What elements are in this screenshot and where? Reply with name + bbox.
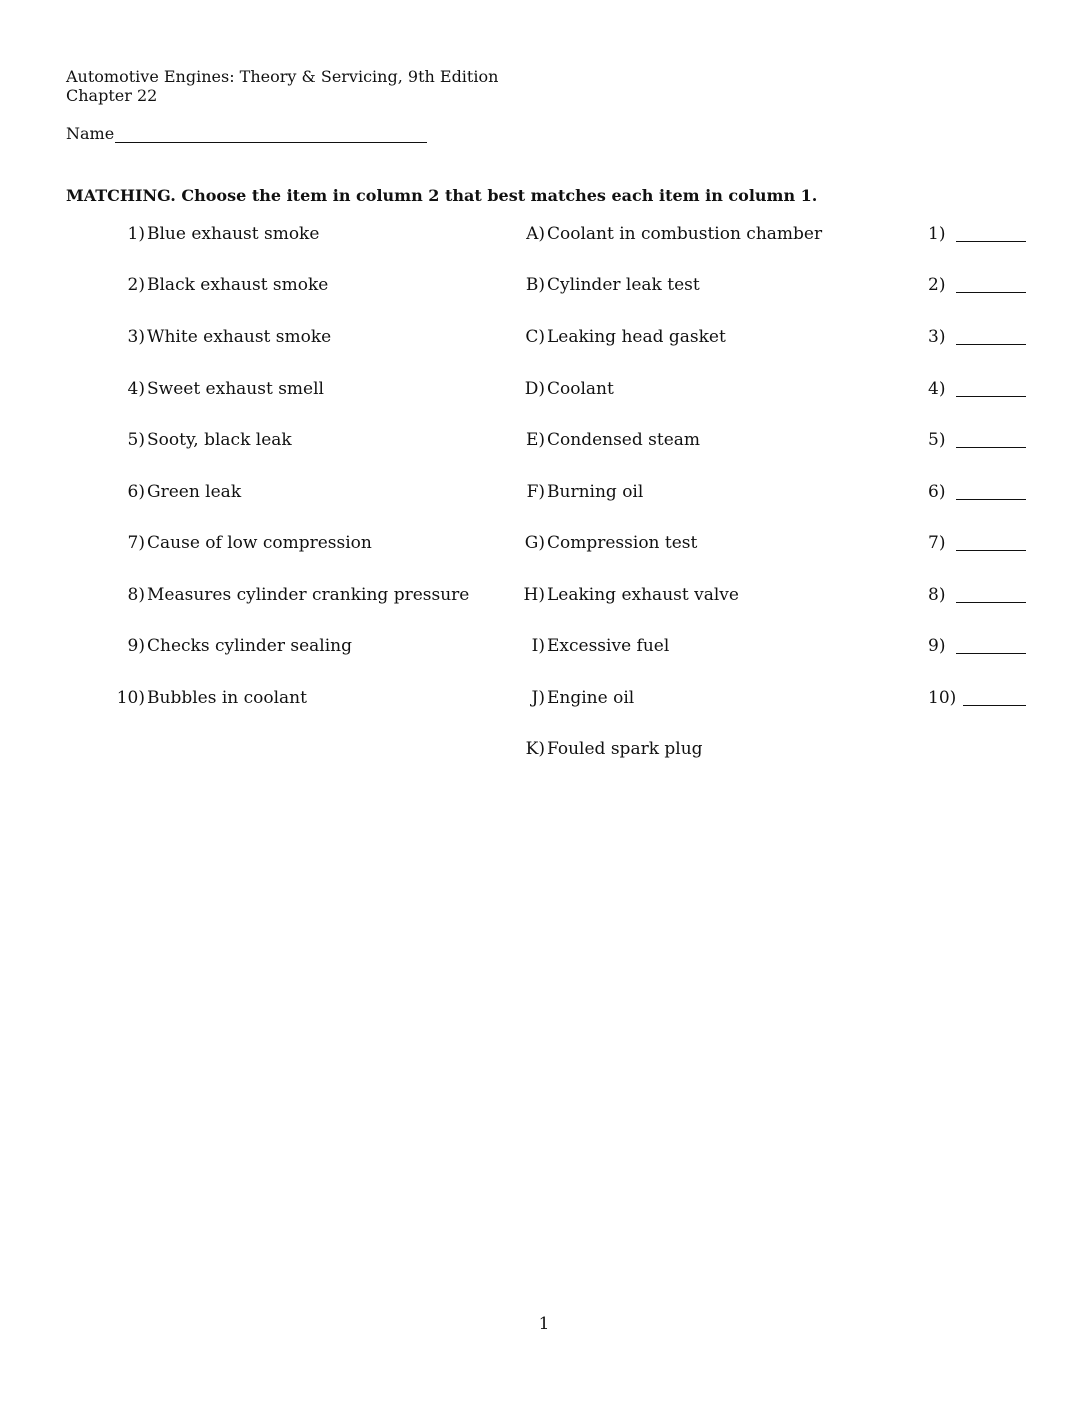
- matching-row: [0, 531, 1088, 555]
- answer-blank[interactable]: [956, 292, 1026, 293]
- column2-item-text: Compression test: [547, 533, 698, 553]
- column2-item-letter: D): [524, 379, 545, 399]
- column1-item-text: Green leak: [147, 482, 242, 502]
- column2-item-letter: K): [525, 739, 545, 759]
- answer-blank[interactable]: [956, 653, 1026, 654]
- column2-item-text: Excessive fuel: [547, 636, 670, 656]
- name-label: Name: [66, 124, 115, 143]
- page-number: 1: [538, 1314, 550, 1334]
- matching-row: [0, 273, 1088, 297]
- book-title: Automotive Engines: Theory & Servicing, 9th Edition: [66, 67, 499, 86]
- answer-label: 7): [928, 533, 946, 553]
- answer-blank[interactable]: [963, 705, 1026, 706]
- answer-blank[interactable]: [956, 344, 1026, 345]
- answer-blank[interactable]: [956, 241, 1026, 242]
- column2-item-letter: H): [523, 585, 545, 605]
- answer-label: 1): [928, 224, 946, 244]
- matching-row: [0, 428, 1088, 452]
- column2-item-text: Coolant: [547, 379, 614, 399]
- column2-item-text: Burning oil: [547, 482, 644, 502]
- answer-label: 5): [928, 430, 946, 450]
- column1-item-text: White exhaust smoke: [147, 327, 332, 347]
- matching-row: [0, 583, 1088, 607]
- column1-item-text: Bubbles in coolant: [147, 688, 307, 708]
- column1-item-number: 4): [127, 379, 145, 399]
- column1-item-number: 6): [127, 482, 145, 502]
- column1-item-number: 8): [127, 585, 145, 605]
- answer-label: 8): [928, 585, 946, 605]
- answer-label: 4): [928, 379, 946, 399]
- matching-row: [0, 737, 1088, 761]
- answer-blank[interactable]: [956, 447, 1026, 448]
- column2-item-text: Leaking exhaust valve: [547, 585, 739, 605]
- name-blank[interactable]: [115, 126, 427, 143]
- column1-item-text: Black exhaust smoke: [147, 275, 329, 295]
- answer-label: 2): [928, 275, 946, 295]
- column1-item-number: 10): [116, 688, 145, 708]
- column1-item-text: Measures cylinder cranking pressure: [147, 585, 470, 605]
- column1-item-text: Sweet exhaust smell: [147, 379, 324, 399]
- matching-row: [0, 480, 1088, 504]
- answer-label: 9): [928, 636, 946, 656]
- column2-item-letter: J): [531, 688, 545, 708]
- column2-item-letter: F): [526, 482, 545, 502]
- column2-item-letter: I): [531, 636, 545, 656]
- matching-row: [0, 634, 1088, 658]
- answer-label: 10): [928, 688, 957, 708]
- column1-item-number: 2): [127, 275, 145, 295]
- column1-item-number: 7): [127, 533, 145, 553]
- matching-row: [0, 325, 1088, 349]
- column1-item-text: Checks cylinder sealing: [147, 636, 353, 656]
- column1-item-text: Sooty, black leak: [147, 430, 292, 450]
- answer-label: 3): [928, 327, 946, 347]
- matching-row: [0, 222, 1088, 246]
- column1-item-number: 9): [127, 636, 145, 656]
- chapter-label: Chapter 22: [66, 86, 158, 105]
- column1-item-text: Cause of low compression: [147, 533, 372, 553]
- column2-item-text: Fouled spark plug: [547, 739, 703, 759]
- column1-item-number: 3): [127, 327, 145, 347]
- column2-item-letter: A): [526, 224, 545, 244]
- column2-item-letter: G): [524, 533, 545, 553]
- matching-row: [0, 377, 1088, 401]
- answer-label: 6): [928, 482, 946, 502]
- column2-item-text: Cylinder leak test: [547, 275, 700, 295]
- column2-item-letter: E): [525, 430, 545, 450]
- answer-blank[interactable]: [956, 499, 1026, 500]
- column2-item-text: Leaking head gasket: [547, 327, 726, 347]
- column1-item-text: Blue exhaust smoke: [147, 224, 320, 244]
- answer-blank[interactable]: [956, 396, 1026, 397]
- name-field-row: [66, 124, 427, 143]
- column2-item-text: Condensed steam: [547, 430, 701, 450]
- column2-item-text: Engine oil: [547, 688, 635, 708]
- matching-instructions: MATCHING. Choose the item in column 2 that best matches each item in column 1.: [66, 186, 818, 205]
- column1-item-number: 5): [127, 430, 145, 450]
- answer-blank[interactable]: [956, 550, 1026, 551]
- column2-item-letter: C): [525, 327, 545, 347]
- matching-row: [0, 686, 1088, 710]
- answer-blank[interactable]: [956, 602, 1026, 603]
- column1-item-number: 1): [127, 224, 145, 244]
- column2-item-text: Coolant in combustion chamber: [547, 224, 823, 244]
- column2-item-letter: B): [525, 275, 545, 295]
